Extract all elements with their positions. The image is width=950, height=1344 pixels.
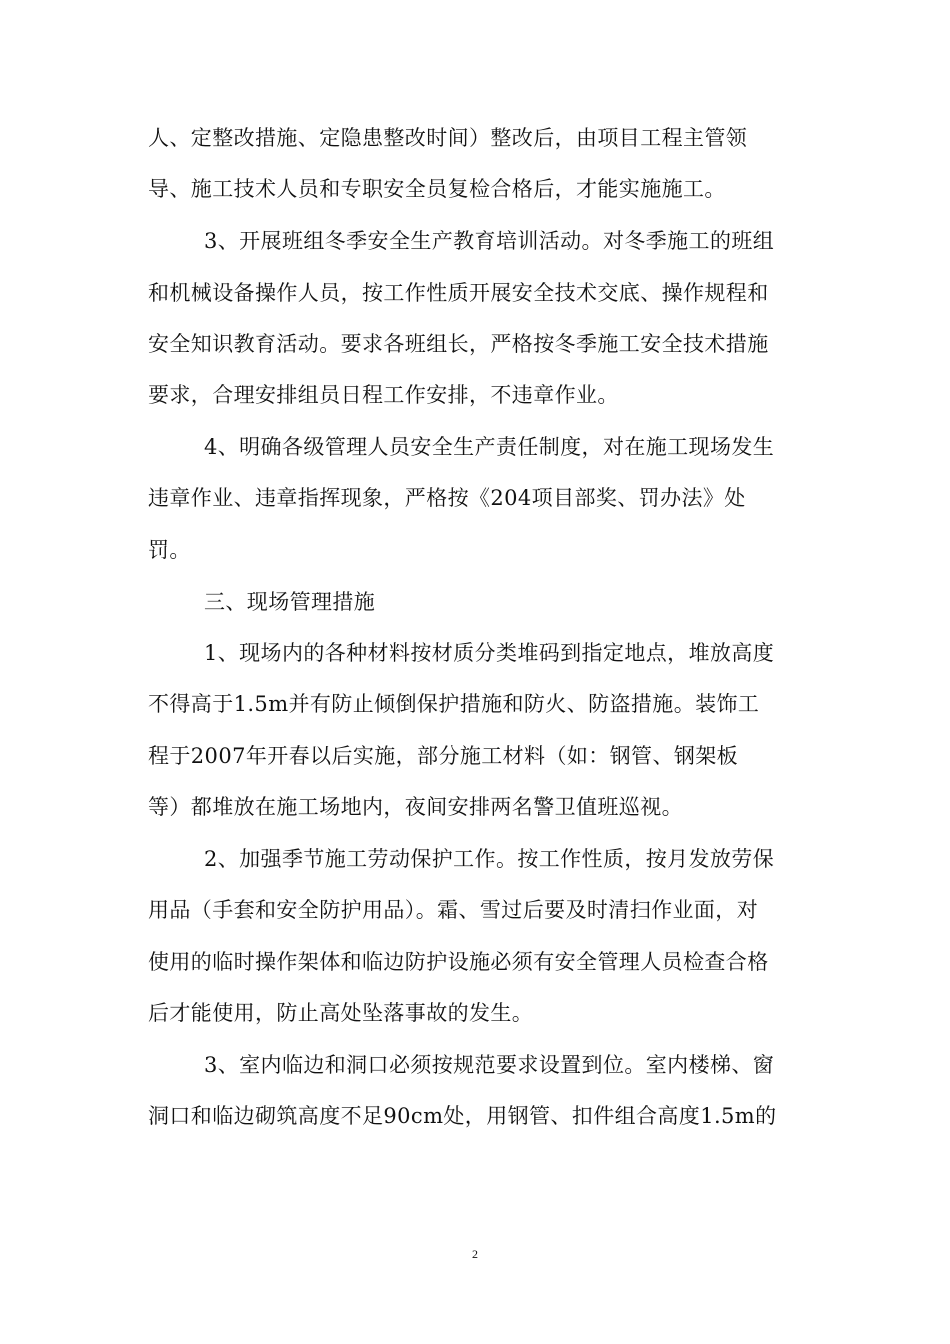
body-text-line: 罚。 (148, 538, 191, 562)
body-text-line: 后才能使用，防止高处坠落事故的发生。 (148, 1001, 534, 1025)
body-text-line: 用品（手套和安全防护用品）。霜、雪过后要及时清扫作业面，对 (148, 898, 759, 922)
body-text-line: 使用的临时操作架体和临边防护设施必须有安全管理人员检查合格 (148, 950, 769, 974)
body-text-line: 安全知识教育活动。要求各班组长，严格按冬季施工安全技术措施 (148, 332, 769, 356)
body-text-line: 洞口和临边砌筑高度不足90cm处，用钢管、扣件组合高度1.5m的 (148, 1104, 777, 1128)
body-text-line: 程于2007年开春以后实施，部分施工材料（如：钢管、钢架板 (148, 744, 739, 768)
body-text-line: 4、明确各级管理人员安全生产责任制度，对在施工现场发生 (204, 435, 775, 459)
body-text-line: 2、加强季节施工劳动保护工作。按工作性质，按月发放劳保 (204, 847, 775, 871)
body-text-line: 等）都堆放在施工场地内，夜间安排两名警卫值班巡视。 (148, 795, 683, 819)
section-heading: 三、现场管理措施 (204, 590, 376, 614)
body-text-line: 不得高于1.5m并有防止倾倒保护措施和防火、防盗措施。装饰工 (148, 692, 760, 716)
body-text-line: 人、定整改措施、定隐患整改时间）整改后，由项目工程主管领 (148, 126, 748, 150)
page-number: 2 (472, 1247, 478, 1261)
body-text-line: 3、开展班组冬季安全生产教育培训活动。对冬季施工的班组 (204, 229, 775, 253)
body-text-line: 1、现场内的各种材料按材质分类堆码到指定地点，堆放高度 (204, 641, 775, 665)
body-text-line: 和机械设备操作人员，按工作性质开展安全技术交底、操作规程和 (148, 281, 769, 305)
body-text-line: 要求，合理安排组员日程工作安排，不违章作业。 (148, 383, 619, 407)
body-text-line: 3、室内临边和洞口必须按规范要求设置到位。室内楼梯、窗 (204, 1053, 775, 1077)
body-text-line: 导、施工技术人员和专职安全员复检合格后，才能实施施工。 (148, 177, 726, 201)
body-text-line: 违章作业、违章指挥现象，严格按《204项目部奖、罚办法》处 (148, 486, 746, 510)
